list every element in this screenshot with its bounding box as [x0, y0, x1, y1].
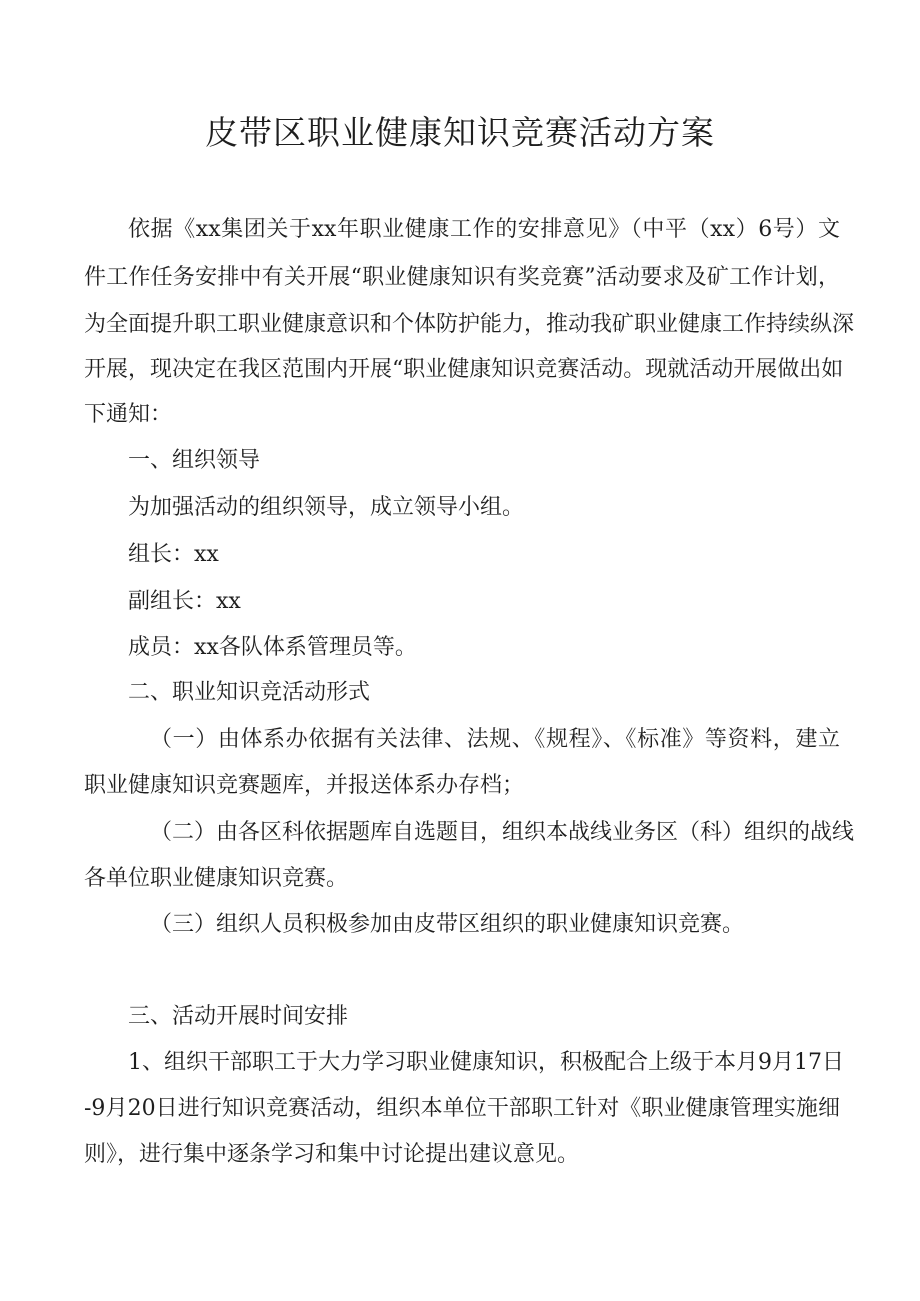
schedule-line-1: 1、组织干部职工于大力学习职业健康知识，积极配合上级于本月9月17日	[128, 1050, 844, 1075]
intro-line-5: 下通知：	[84, 402, 173, 427]
group-leader: 组长：xx	[128, 542, 219, 567]
intro-line-2: 件工作任务安排中有关开展“职业健康知识有奖竞赛”活动要求及矿工作计划，	[84, 265, 840, 290]
item-2-line-1: （二）由各区科依据题库自选题目，组织本战线业务区（科）组织的战线	[150, 820, 855, 845]
document-title: 皮带区职业健康知识竞赛活动方案	[205, 113, 715, 152]
intro-line-3: 为全面提升职工职业健康意识和个体防护能力，推动我矿职业健康工作持续纵深	[84, 312, 855, 337]
item-3: （三）组织人员积极参加由皮带区组织的职业健康知识竞赛。	[150, 912, 745, 937]
intro-line-4: 开展，现决定在我区范围内开展“职业健康知识竞赛活动。现就活动开展做出如	[84, 357, 844, 382]
section-heading-3: 三、活动开展时间安排	[128, 1004, 349, 1029]
item-2-line-2: 各单位职业健康知识竞赛。	[84, 866, 349, 891]
section-heading-2: 二、职业知识竞活动形式	[128, 680, 371, 705]
deputy-group-leader: 副组长：xx	[128, 589, 241, 614]
item-1-line-2: 职业健康知识竞赛题库，并报送体系办存档；	[84, 773, 525, 798]
item-1-line-1: （一）由体系办依据有关法律、法规、《规程》、《标准》等资料，建立	[150, 727, 840, 752]
intro-line-1: 依据《xx集团关于xx年职业健康工作的安排意见》（中平（xx）6号）文	[128, 217, 840, 242]
section-heading-1: 一、组织领导	[128, 448, 261, 473]
schedule-line-3: 则》，进行集中逐条学习和集中讨论提出建议意见。	[84, 1142, 580, 1167]
schedule-line-2: -9月20日进行知识竞赛活动，组织本单位干部职工针对《职业健康管理实施细	[84, 1096, 840, 1121]
group-members: 成员：xx各队体系管理员等。	[128, 635, 417, 660]
paragraph-leadership: 为加强活动的组织领导，成立领导小组。	[128, 495, 525, 520]
